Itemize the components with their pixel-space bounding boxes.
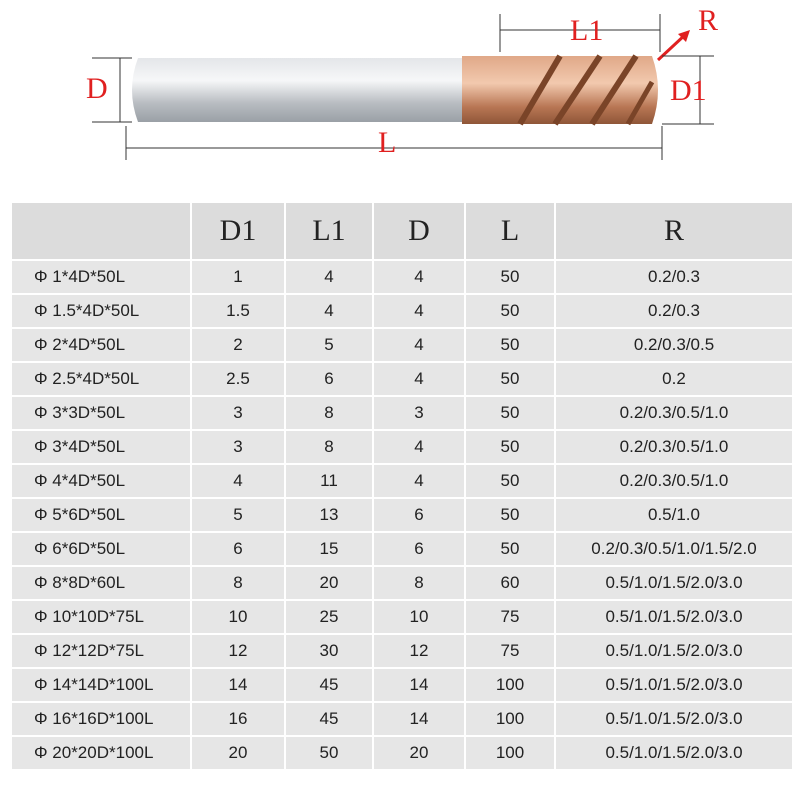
cell-l: 50 [465, 396, 555, 430]
cell-l1: 25 [285, 600, 373, 634]
cell-r: 0.2/0.3/0.5/1.0 [555, 464, 793, 498]
cell-spec: Φ 14*14D*100L [11, 668, 191, 702]
cell-spec: Φ 6*6D*50L [11, 532, 191, 566]
cell-r: 0.5/1.0 [555, 498, 793, 532]
cell-spec: Φ 1*4D*50L [11, 260, 191, 294]
table-row [11, 328, 793, 362]
cell-d1: 16 [191, 702, 285, 736]
cell-d: 14 [373, 668, 465, 702]
cell-d1: 3 [191, 396, 285, 430]
cell-spec: Φ 16*16D*100L [11, 702, 191, 736]
cell-d: 4 [373, 430, 465, 464]
cell-spec: Φ 3*3D*50L [11, 396, 191, 430]
cell-r: 0.5/1.0/1.5/2.0/3.0 [555, 566, 793, 600]
cell-l: 50 [465, 498, 555, 532]
table-row [11, 600, 793, 634]
cell-d1: 2.5 [191, 362, 285, 396]
cell-l: 50 [465, 464, 555, 498]
end-mill-diagram [0, 0, 800, 170]
header-r: R [555, 202, 793, 260]
cell-spec: Φ 2*4D*50L [11, 328, 191, 362]
cell-d: 6 [373, 532, 465, 566]
table-row [11, 430, 793, 464]
dim-d1-label: D1 [670, 74, 707, 107]
cell-r: 0.5/1.0/1.5/2.0/3.0 [555, 702, 793, 736]
cell-l1: 15 [285, 532, 373, 566]
table-row [11, 736, 793, 770]
cell-d1: 2 [191, 328, 285, 362]
cell-l: 75 [465, 600, 555, 634]
cell-r: 0.2 [555, 362, 793, 396]
header-d: D [373, 202, 465, 260]
cell-r: 0.5/1.0/1.5/2.0/3.0 [555, 668, 793, 702]
header-l: L [465, 202, 555, 260]
cell-r: 0.5/1.0/1.5/2.0/3.0 [555, 600, 793, 634]
tool-shank [132, 58, 468, 122]
cell-l1: 8 [285, 396, 373, 430]
cell-spec: Φ 10*10D*75L [11, 600, 191, 634]
cell-l: 100 [465, 736, 555, 770]
table-row [11, 532, 793, 566]
cell-d: 14 [373, 702, 465, 736]
cell-r: 0.2/0.3 [555, 294, 793, 328]
header-spec [11, 202, 191, 260]
cell-d: 10 [373, 600, 465, 634]
cell-l1: 20 [285, 566, 373, 600]
table-row [11, 668, 793, 702]
cell-l1: 4 [285, 294, 373, 328]
cell-d: 12 [373, 634, 465, 668]
cell-spec: Φ 4*4D*50L [11, 464, 191, 498]
table-row [11, 294, 793, 328]
cell-d1: 1 [191, 260, 285, 294]
cell-d: 4 [373, 328, 465, 362]
cell-r: 0.2/0.3 [555, 260, 793, 294]
cell-l1: 30 [285, 634, 373, 668]
cell-d: 8 [373, 566, 465, 600]
dim-r-label: R [698, 4, 719, 37]
cell-l: 100 [465, 702, 555, 736]
cell-l1: 5 [285, 328, 373, 362]
cell-spec: Φ 20*20D*100L [11, 736, 191, 770]
table-row [11, 260, 793, 294]
cell-l1: 6 [285, 362, 373, 396]
dim-l-label: L [378, 126, 397, 159]
cell-d1: 1.5 [191, 294, 285, 328]
table-row [11, 702, 793, 736]
cell-spec: Φ 12*12D*75L [11, 634, 191, 668]
cell-l1: 50 [285, 736, 373, 770]
cell-spec: Φ 2.5*4D*50L [11, 362, 191, 396]
cell-l: 50 [465, 294, 555, 328]
cell-d1: 3 [191, 430, 285, 464]
cell-l: 50 [465, 260, 555, 294]
cell-d1: 12 [191, 634, 285, 668]
cell-l: 75 [465, 634, 555, 668]
table-header-row [11, 202, 793, 260]
cell-d1: 14 [191, 668, 285, 702]
table-row [11, 566, 793, 600]
table-row [11, 464, 793, 498]
cell-l: 50 [465, 532, 555, 566]
cell-r: 0.5/1.0/1.5/2.0/3.0 [555, 736, 793, 770]
table-body [11, 260, 793, 770]
cell-spec: Φ 5*6D*50L [11, 498, 191, 532]
cell-d: 4 [373, 362, 465, 396]
cell-l1: 45 [285, 702, 373, 736]
cell-r: 0.5/1.0/1.5/2.0/3.0 [555, 634, 793, 668]
cell-d1: 20 [191, 736, 285, 770]
cell-r: 0.2/0.3/0.5/1.0 [555, 396, 793, 430]
cell-l: 60 [465, 566, 555, 600]
tool-neck [462, 56, 506, 124]
table-row [11, 634, 793, 668]
cell-d: 20 [373, 736, 465, 770]
cell-d1: 8 [191, 566, 285, 600]
table-row [11, 498, 793, 532]
cell-l: 100 [465, 668, 555, 702]
cell-l: 50 [465, 430, 555, 464]
cell-l1: 13 [285, 498, 373, 532]
cell-d1: 6 [191, 532, 285, 566]
cell-r: 0.2/0.3/0.5 [555, 328, 793, 362]
cell-spec: Φ 8*8D*60L [11, 566, 191, 600]
cell-d: 6 [373, 498, 465, 532]
cell-l1: 8 [285, 430, 373, 464]
cell-spec: Φ 1.5*4D*50L [11, 294, 191, 328]
cell-d: 3 [373, 396, 465, 430]
cell-d1: 10 [191, 600, 285, 634]
cell-d1: 4 [191, 464, 285, 498]
cell-l1: 45 [285, 668, 373, 702]
cell-d: 4 [373, 260, 465, 294]
dim-l1-label: L1 [570, 14, 604, 47]
cell-r: 0.2/0.3/0.5/1.0 [555, 430, 793, 464]
cell-d: 4 [373, 464, 465, 498]
header-d1: D1 [191, 202, 285, 260]
table-row [11, 362, 793, 396]
cell-l1: 11 [285, 464, 373, 498]
cell-r: 0.2/0.3/0.5/1.0/1.5/2.0 [555, 532, 793, 566]
cell-l1: 4 [285, 260, 373, 294]
cell-d: 4 [373, 294, 465, 328]
dim-d-label: D [86, 72, 108, 105]
cell-spec: Φ 3*4D*50L [11, 430, 191, 464]
spec-table [10, 201, 794, 771]
cell-l: 50 [465, 362, 555, 396]
cell-d1: 5 [191, 498, 285, 532]
table-row [11, 396, 793, 430]
header-l1: L1 [285, 202, 373, 260]
cell-l: 50 [465, 328, 555, 362]
